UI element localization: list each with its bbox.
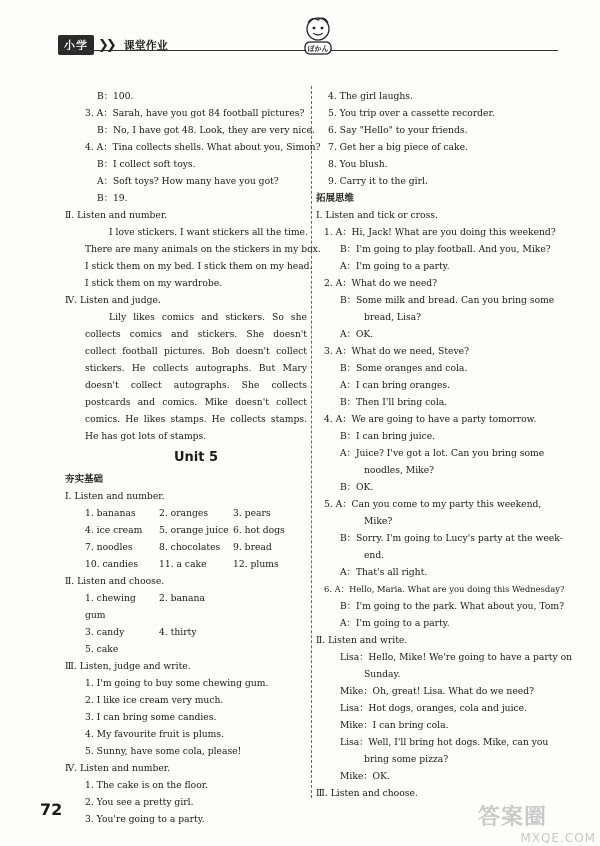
dialogue-line: end.: [364, 550, 385, 561]
sentence-item: 4. The girl laughs.: [328, 91, 413, 102]
dialogue-line: A：I can bring oranges.: [340, 380, 451, 391]
dialogue-line: Lisa：Hot dogs, oranges, cola and juice.: [340, 703, 528, 714]
sentence-item: 1. I'm going to buy some chewing gum.: [85, 678, 269, 689]
dialogue-line: 3. A：Sarah, have you got 84 football pictures?: [85, 108, 305, 119]
dialogue-line: B：Some oranges and cola.: [340, 363, 468, 374]
dialogue-line: B：I'm going to the park. What about you, Tom?: [340, 601, 564, 612]
svg-text:ぽかん: ぽかん: [307, 45, 329, 53]
sentence-item: 2. I like ice cream very much.: [85, 695, 224, 706]
sentence-item: 3. I can bring some candies.: [85, 712, 217, 723]
chevron-icon: ❯❯: [98, 37, 114, 53]
section-heading: Ⅱ. Listen and write.: [316, 635, 408, 646]
grid-item: 1. bananas: [85, 508, 136, 519]
book-subtitle: 课堂作业: [123, 39, 168, 52]
word-grid: [85, 505, 307, 573]
grid-item: 10. candies: [85, 559, 139, 570]
section-category: 夯实基础: [65, 474, 104, 485]
dialogue-line: Lisa：Hello, Mike! We're going to have a party on: [340, 652, 573, 663]
dialogue-line: A：I'm going to a party.: [340, 618, 450, 629]
dialogue-line: B：Some milk and bread. Can you bring some: [340, 295, 555, 306]
grid-item: 11. a cake: [159, 559, 207, 570]
dialogue-line: B：19.: [97, 193, 128, 204]
sentence-item: 5. You trip over a cassette recorder.: [328, 108, 495, 119]
grid-item: 2. banana: [159, 593, 205, 604]
page-number: 72: [40, 800, 63, 819]
paragraph-line: There are many animals on the stickers in my box.: [85, 244, 321, 255]
dialogue-line: B：Then I'll bring cola.: [340, 397, 448, 408]
word-grid: [85, 590, 307, 658]
grid-item: 9. bread: [233, 542, 272, 553]
header-badge: [58, 36, 168, 54]
dialogue-line: noodles, Mike?: [364, 465, 435, 476]
sentence-item: 1. The cake is on the floor.: [85, 780, 209, 791]
grid-item: 5. cake: [85, 644, 119, 655]
sentence-item: 7. Get her a big piece of cake.: [328, 142, 468, 153]
left-column: [65, 88, 321, 828]
listening-passage: Lily likes comics and stickers. So she collects comics and stickers. She doesn't collect football pictures. Bob doesn't collect stickers. He collects autographs. But Mary doesn't collect autographs. She collects postcards and comics. Mike doesn't collect comics. He likes stamps. He collects stamps. He has got lots of stamps.: [85, 312, 307, 442]
dialogue-line: A：Soft toys? How many have you got?: [97, 176, 279, 187]
grid-item: 5. orange juice: [159, 525, 229, 536]
sentence-item: 4. My favourite fruit is plums.: [85, 729, 225, 740]
dialogue-line: Mike?: [364, 516, 393, 527]
sentence-item: 6. Say "Hello" to your friends.: [328, 125, 468, 136]
section-heading: Ⅱ. Listen and number.: [65, 210, 168, 221]
paragraph-line: I love stickers. I want stickers all the time.: [109, 227, 308, 238]
dialogue-line: Mike：OK.: [340, 771, 390, 782]
sentence-item: 8. You blush.: [328, 159, 388, 170]
grid-item: 7. noodles: [85, 542, 133, 553]
sentence-item: 5. Sunny, have some cola, please!: [85, 746, 242, 757]
dialogue-line: 4. A：We are going to have a party tomorrow.: [324, 414, 537, 425]
grid-item: 3. pears: [233, 508, 271, 519]
section-heading: Ⅰ. Listen and tick or cross.: [316, 210, 438, 221]
dialogue-line: B：I collect soft toys.: [97, 159, 196, 170]
grid-item: 6. hot dogs: [233, 525, 285, 536]
dialogue-line: 3. A：What do we need, Steve?: [324, 346, 470, 357]
series-brand: 小学: [58, 35, 94, 55]
dialogue-line: 5. A：Can you come to my party this weekend,: [324, 499, 542, 510]
dialogue-line: 2. A：What do we need?: [324, 278, 438, 289]
dialogue-line: Sunday.: [364, 669, 401, 680]
dialogue-line: Mike：Oh, great! Lisa. What do we need?: [340, 686, 534, 697]
grid-item: 4. ice cream: [85, 525, 143, 536]
dialogue-line: 6. A：Hello, Maria. What are you doing this Wednesday?: [324, 584, 565, 594]
section-heading: Ⅳ. Listen and judge.: [65, 295, 161, 306]
section-category: 拓展思维: [316, 193, 355, 204]
dialogue-line: B：I'm going to play football. And you, Mike?: [340, 244, 551, 255]
answer-line: B：100.: [97, 91, 134, 102]
dialogue-line: A：OK.: [340, 329, 374, 340]
dialogue-line: A：I'm going to a party.: [340, 261, 450, 272]
dialogue-line: B：Sorry. I'm going to Lucy's party at the week-: [340, 533, 563, 544]
grid-item: 3. candy: [85, 627, 125, 638]
grid-item: 8. chocolates: [159, 542, 221, 553]
dialogue-line: Lisa：Well, I'll bring hot dogs. Mike, can you: [340, 737, 549, 748]
dialogue-line: A：Juice? I've got a lot. Can you bring some: [340, 448, 545, 459]
dialogue-line: 4. A：Tina collects shells. What about you, Simon?: [85, 142, 321, 153]
watermark: [478, 800, 596, 845]
section-heading: Ⅱ. Listen and choose.: [65, 576, 165, 587]
grid-item: 2. oranges: [159, 508, 209, 519]
dialogue-line: B：I can bring juice.: [340, 431, 436, 442]
grid-item: [159, 641, 249, 658]
dialogue-line: 1. A：Hi, Jack! What are you doing this weekend?: [324, 227, 556, 238]
section-heading: Ⅰ. Listen and number.: [65, 491, 165, 502]
dialogue-line: A：That's all right.: [340, 567, 428, 578]
sentence-item: 2. You see a pretty girl.: [85, 797, 194, 808]
section-heading: Ⅳ. Listen and number.: [65, 763, 171, 774]
dialogue-line: B：No, I have got 48. Look, they are very nice.: [97, 125, 315, 136]
grid-item: 4. thirty: [159, 627, 197, 638]
section-heading: Ⅲ. Listen, judge and write.: [65, 661, 191, 672]
sentence-item: 9. Carry it to the girl.: [328, 176, 428, 187]
dialogue-line: bread, Lisa?: [364, 312, 422, 323]
sentence-item: 3. You're going to a party.: [85, 814, 205, 825]
dialogue-line: bring some pizza?: [364, 754, 449, 765]
grid-item: 12. plums: [233, 559, 279, 570]
section-heading: Ⅲ. Listen and choose.: [316, 788, 418, 799]
column-divider: [311, 86, 312, 798]
dialogue-line: B：OK.: [340, 482, 374, 493]
grid-item: 1. chewing gum: [85, 593, 136, 621]
mascot-icon: [298, 14, 338, 58]
paragraph-line: I stick them on my wardrobe.: [85, 278, 223, 289]
watermark-url: MXQE.COM: [520, 831, 596, 845]
right-column: [316, 88, 586, 802]
dialogue-line: Mike：I can bring cola.: [340, 720, 449, 731]
paragraph-line: I stick them on my bed. I stick them on my head.: [85, 261, 313, 272]
unit-title: Unit 5: [173, 450, 219, 465]
watermark-logo: 答案圈: [478, 805, 548, 830]
